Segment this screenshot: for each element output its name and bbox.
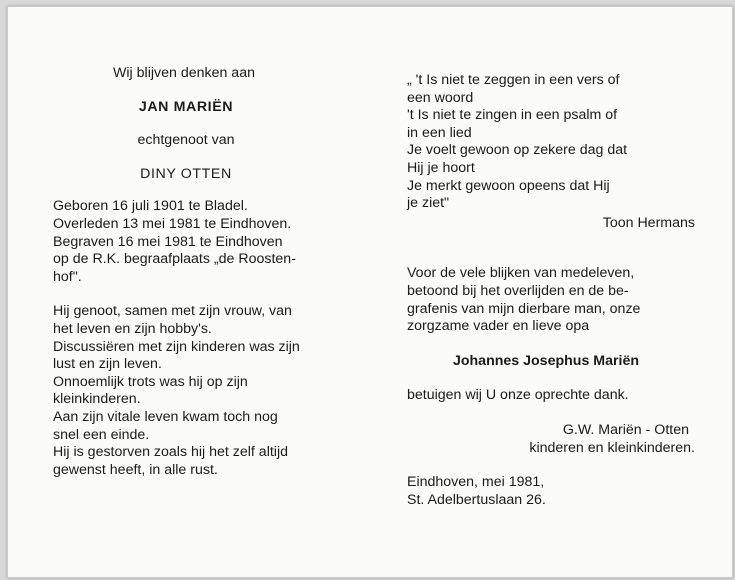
poem-line: een woord	[407, 89, 474, 106]
tribute-line: Onnoemlijk trots was hij op zijn	[53, 373, 248, 390]
full-name: Johannes Josephus Mariën	[452, 352, 640, 369]
address: St. Adelbertuslaan 26.	[407, 491, 546, 508]
tribute-line: Hij is gestorven zoals hij het zelf altijd	[53, 444, 288, 461]
intro-text: Wij blijven denken aan	[113, 65, 255, 81]
thanks-line: betoond bij het overlijden en de be-	[407, 282, 629, 299]
tribute-line: het leven en zijn hobby's.	[53, 320, 212, 337]
poem-line: in een lied	[407, 124, 472, 141]
tribute-line: Discussiëren met zijn kinderen was zijn	[53, 338, 300, 355]
thanks-block	[407, 265, 697, 335]
place-block	[407, 474, 697, 509]
tribute-line: Hij genoot, samen met zijn vrouw, van	[53, 303, 292, 320]
tribute-line: lust en zijn leven.	[53, 356, 162, 373]
poem-block	[407, 72, 697, 213]
thanks-line: zorgzame vader en lieve opa	[407, 318, 590, 335]
thanks-line: Voor de vele blijken van medeleven,	[407, 265, 635, 282]
spouse-label: echtgenoot van	[137, 132, 235, 149]
left-column	[53, 65, 325, 479]
deceased-name: JAN MARIËN	[138, 98, 234, 115]
fold-line	[368, 7, 369, 577]
bio-line: op de R.K. begraafplaats „de Roosten-	[53, 251, 296, 268]
right-column	[407, 72, 697, 509]
tribute-line: gewenst heeft, in alle rust.	[53, 461, 218, 478]
tribute-line: kleinkinderen.	[53, 391, 141, 408]
bio-line: Geboren 16 juli 1901 te Bladel.	[53, 198, 248, 215]
poem-line: Hij je hoort	[407, 159, 475, 176]
thanks-line: grafenis van mijn dierbare man, onze	[407, 300, 641, 317]
signature-line: G.W. Mariën - Otten	[562, 421, 689, 438]
poem-line: Je merkt gewoon opeens dat Hij	[407, 177, 610, 194]
poem-line: 't Is niet te zingen in een psalm of	[407, 107, 618, 124]
poem-line: je ziet"	[407, 195, 450, 212]
signature-line: kinderen en kleinkinderen.	[529, 439, 695, 456]
poem-line: „ 't Is niet te zeggen in een vers of	[407, 72, 620, 88]
bio-line: Overleden 13 mei 1981 te Eindhoven.	[53, 215, 292, 232]
memorial-card	[7, 6, 733, 578]
tribute-line: snel een einde.	[53, 426, 150, 443]
tribute-line: Aan zijn vitale leven kwam toch nog	[53, 408, 278, 425]
gratitude-text: betuigen wij U onze oprechte dank.	[407, 387, 629, 404]
bio-line: hof".	[53, 268, 82, 285]
poem-author: Toon Hermans	[602, 214, 695, 231]
signature-block	[407, 422, 697, 457]
spouse-name: DINY OTTEN	[140, 165, 232, 182]
poem-line: Je voelt gewoon op zekere dag dat	[407, 142, 628, 159]
bio-line: Begraven 16 mei 1981 te Eindhoven	[53, 233, 283, 250]
bio-block	[53, 198, 325, 286]
tribute-block	[53, 303, 325, 479]
place-date: Eindhoven, mei 1981,	[407, 474, 545, 491]
